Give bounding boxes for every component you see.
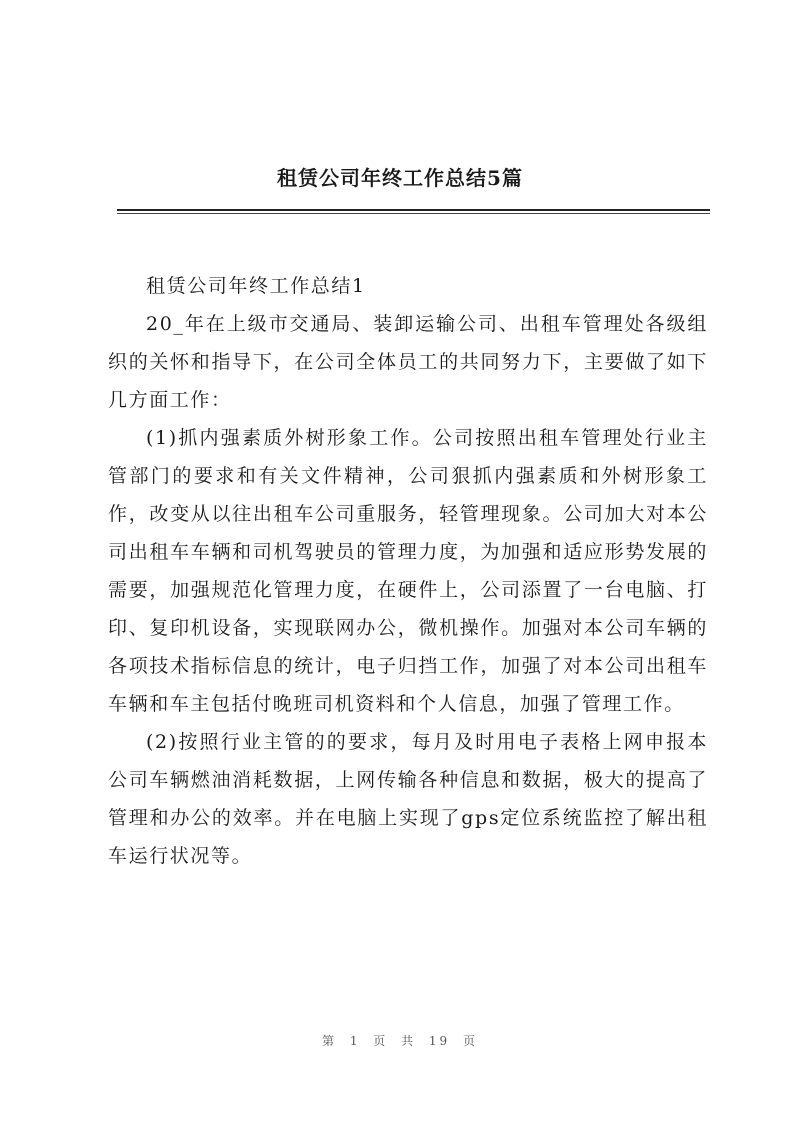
paragraph-item-2: (2)按照行业主管的的要求，每月及时用电子表格上网申报本公司车辆燃油消耗数据，上网传输各种信息和数据，极大的提高了管理和办公的效率。并在电脑上实现了gps定位系统监控了解出租车运行状况等。 — [108, 731, 708, 867]
page-number-footer: 第 1 页 共 19 页 — [322, 1034, 478, 1048]
title-divider — [117, 209, 710, 211]
title-divider-thin — [117, 213, 710, 214]
section-heading: 租赁公司年终工作总结1 — [146, 275, 366, 297]
paragraph-item-1: (1)抓内强素质外树形象工作。公司按照出租车管理处行业主管部门的要求和有关文件精神，公司狠抓内强素质和外树形象工作，改变从以往出租车公司重服务，轻管理现象。公司加大对本公司出租车车辆和司机驾驶员的管理力度，为加强和适应形势发展的需要，加强规范化管理力度，在硬件上，公司添置了一台电脑、打印、复印机设备，实现联网办公，微机操作。加强对本公司车辆的各项技术指标信息的统计，电子归挡工作，加强了对本公司出租车车辆和车主包括付晚班司机资料和个人信息，加强了管理工作。 — [108, 427, 708, 715]
page-title: 租赁公司年终工作总结5篇 — [277, 166, 523, 190]
paragraph-intro: 20_年在上级市交通局、装卸运输公司、出租车管理处各级组织的关怀和指导下，在公司全体员工的共同努力下，主要做了如下几方面工作： — [108, 313, 708, 411]
document-body — [108, 267, 708, 875]
